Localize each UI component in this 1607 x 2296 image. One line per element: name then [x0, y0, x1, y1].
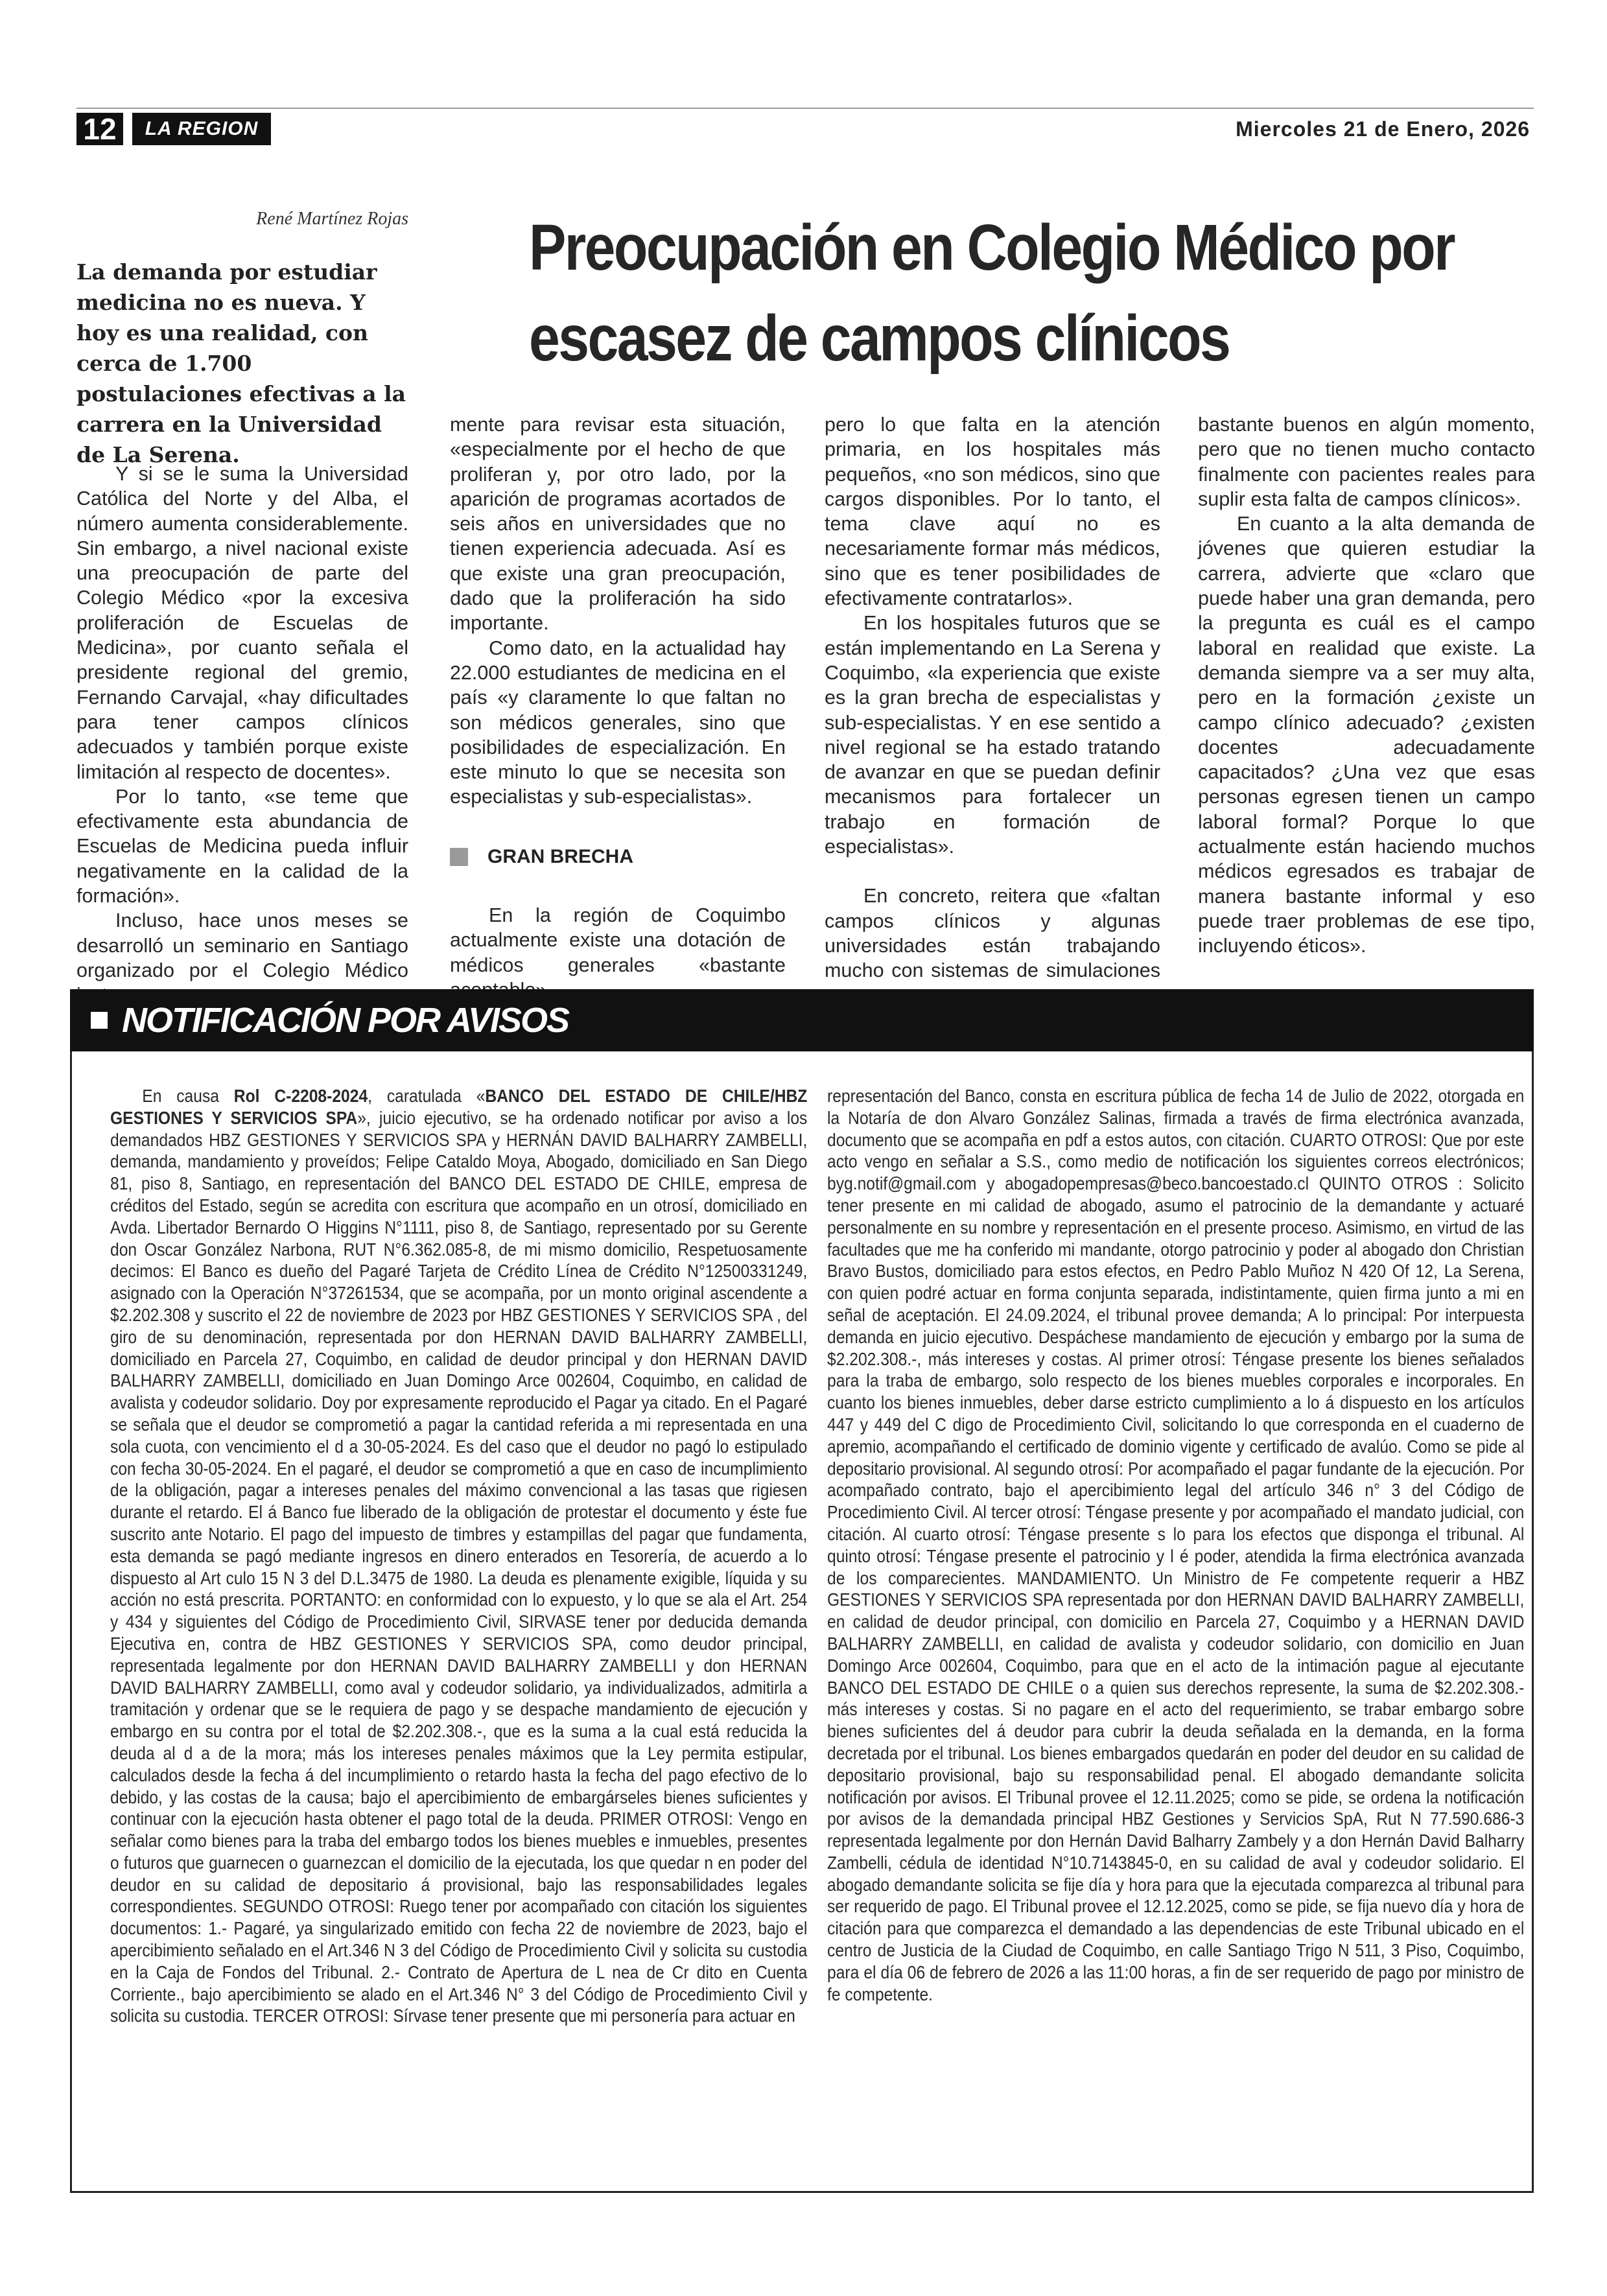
case-parties: BANCO DEL ESTADO DE CHILE/HBZ GESTIONES Y SERVICIOS SPA: [110, 1086, 808, 1128]
square-bullet-icon: [91, 1012, 108, 1029]
paragraph: En los hospitales futuros que se están implementando en La Serena y Coquimbo, «la experiencia que existe es la gran brecha de especialistas y sub-especialistas. Y en ese sentido a nivel regional se ha estado tratando de avanzar en que se puedan definir mecanismos para fortalecer un trabajo en formación de especialistas».: [825, 612, 1160, 858]
notice-intro: En causa: [142, 1086, 234, 1106]
article-headline: [529, 202, 1455, 384]
publication-logo: LA REGION: [132, 113, 271, 145]
paragraph: bastante buenos en algún momento, pero que no tienen mucho contacto finalmente con pacientes reales para suplir esta falta de campos clínicos».: [1198, 414, 1535, 510]
article-headline-text: Preocupación en Colegio Médico por escasez de campos clínicos: [529, 211, 1455, 375]
article-column-1: [76, 462, 408, 1008]
section-subhead: [450, 845, 786, 869]
header-rule: [76, 108, 1534, 109]
notice-body: », juicio ejecutivo, se ha ordenado notificar por aviso a los demandados HBZ GESTIONES Y SERVICIOS SPA y HERNÁN DAVID BALHARRY ZAMBELLI, demanda, mandamiento y proveídos; Felipe Cataldo Moya, Abogado, domiciliado en San Diego 81, piso 8, Santiago, en representación del BANCO DEL ESTADO DE CHILE, empresa de créditos del Estado, según se acredita con escritura que acompaño en un otrosí, domiciliado en Avda. Libertador Bernardo O Higgins N°1111, piso 8, de Santiago, representado por su Gerente don Oscar González Narbona, RUT N°6.362.085-8, de mi mismo domicilio, Respetuosamente decimos: El Banco es dueño del Pagaré Tarjeta de Crédito Línea de Crédito N°12500331249, asignado con la Operación N°37261534, que se acompaña, por un monto original ascendente a $2.202.308 y suscrito el 22 de noviembre de 2023 por HBZ GESTIONES Y SERVICIOS SPA , del giro de su denominación, representada por don HERNAN DAVID BALHARRY ZAMBELLI, domiciliado en Parcela 27, Coquimbo, en calidad de deudor principal y don HERNAN DAVID BALHARRY ZAMBELLI, domiciliado en Juan Domingo Arce 002604, Coquimbo, en calidad de avalista y codeudor solidario. Doy por expresamente reproducido el Pagar ya citado. En el Pagaré se señala que el deudor se comprometió a pagar la cantidad referida a mi representada en una sola cuota, con vencimiento el d a 30-05-2024. Es del caso que el deudor no pagó lo estipulado con fecha 30-05-2024. En el pagaré, el deudor se comprometió a que en caso de incumplimiento de la obligación, pagar a intereses penales del máximo convencional a las tasas que rigiesen durante el retardo. El á Banco fue liberado de la obligación de protestar el documento y éste fue suscrito ante Notario. El pago del impuesto de timbres y estampillas del pagar que fundamenta, esta demanda se pagó mediante ingresos en dinero enterados en Tesorería, de acuerdo a lo dispuesto al Art culo 15 N 3 del D.L.3475 de 1980. La deuda es plenamente exigible, líquida y su acción no está prescrita. PORTANTO: en conformidad con lo expuesto, y lo que se ala el Art. 254 y 434 y siguientes del Código de Procedimiento Civil, SIRVASE tener por deducida demanda Ejecutiva en, contra de HBZ GESTIONES Y SERVICIOS SPA, como deudor principal, representada legalmente por don HERNAN DAVID BALHARRY ZAMBELLI y don HERNAN DAVID BALHARRY ZAMBELLI, como aval y codeudor solidario, ya individualizados, admitirla a tramitación y ordenar que se le requiera de pago y se despache mandamiento de ejecución y embargo en su contra por el total de $2.202.308.-, que es la suma a la cual está reducida la deuda al d a de la mora; más los intereses penales máximos que la Ley permita estipular, calculados desde la fecha á del incumplimiento o retardo hasta la fecha del pago efectivo de lo debido, y las costas de la causa; bajo el apercibimiento de embargárseles bienes suficientes y continuar con la ejecución hasta obtener el pago total de la deuda. PRIMER OTROSI: Vengo en señalar como bienes para la traba del embargo todos los bienes muebles e inmuebles, presentes o futuros que guarnecen o guarnezcan el domicilio de la ejecutada, los que quedar n en poder del deudor en su calidad de depositario á provisional, bajo las responsabilidades legales correspondientes. SEGUNDO OTROSI: Ruego tener por acompañado con citación los siguientes documentos: 1.- Pagaré, ya singularizado emitido con fecha 22 de noviembre de 2023, bajo el apercibimiento señalado en el Art.346 N 3 del Código de Procedimiento Civil y solicita su custodia en la Caja de Fondos del Tribunal. 2.- Contrato de Apertura de L nea de Cr dito en Cuenta Corriente., bajo apercibimiento se alado en el Art.346 N° 3 del Código de Procedimiento Civil y solicita su custodia. TERCER OTROSI: Sírvase tener presente que mi personería para actuar en: [110, 1107, 808, 2026]
subhead-text: GRAN BRECHA: [487, 845, 633, 867]
notice-column-2: [827, 1085, 1524, 2005]
notice-title-text: NOTIFICACIÓN POR AVISOS: [122, 1001, 569, 1040]
paragraph: Y si se le suma la Universidad Católica del Norte y del Alba, el número aumenta considerablemente. Sin embargo, a nivel nacional existe una preocupación de parte del Colegio Médico «por la excesiva proliferación de Escuelas de Medicina», por cuanto señala el presidente regional del gremio, Fernando Carvajal, «hay dificultades para tener campos clínicos adecuados y también porque existe limitación al respecto de docentes».: [76, 463, 408, 783]
publication-date: Miercoles 21 de Enero, 2026: [1236, 117, 1530, 141]
paragraph: En concreto, reitera que «faltan campos clínicos y algunas universidades están trabajando mucho con sistemas de simulaciones: [825, 885, 1160, 982]
paragraph: Incluso, hace unos meses se desarrolló un seminario en Santiago organizado por el Colegio Médico: [76, 909, 408, 981]
article-column-2: [450, 412, 786, 1002]
notice-paragraph: representación del Banco, consta en escritura pública de fecha 14 de Julio de 2022, otorgada en la Notaría de don Alvaro González Salinas, firmada a través de firma electrónica avanzada, documento que se acompaña en pdf a estos autos, con citación. CUARTO OTROSI: Que por este acto vengo en señalar a S.S., como medio de notificación los siguientes correos electrónicos; byg.notif@gmail.com y abogadopempresas@beco.bancoestado.cl QUINTO OTROS : Solicito tener presente en mi calidad de abogado, asumo el patrocinio de la demandante y actuaré personalmente en su nombre y representación en el presente proceso. Asimismo, en virtud de las facultades que me ha conferido mi mandante, otorgo patrocinio y poder al abogado don Christian Bravo Bustos, domiciliado para estos efectos, en Pedro Pablo Muñoz N 420 Of 12, La Serena, con quien podré actuar en forma conjunta separada, indistintamente, quien firma junto a mi en señal de aceptación. El 24.09.2024, el tribunal provee demanda; A lo principal: Por interpuesta demanda en juicio ejecutivo. Despáchese mandamiento de ejecución y embargo por la suma de $2.202.308.-, más intereses y costas. Al primer otrosí: Téngase presente los bienes señalados para la traba de embargo, solo respecto de los bienes muebles corporales e incorporales. En cuanto los bienes inmuebles, deber darse estricto cumplimiento a lo á dispuesto en los artículos 447 y 449 del C digo de Procedimiento Civil, solicitando lo que corresponda en el cuaderno de apremio, acompañando el certificado de dominio vigente y certificado de avalúo. Como se pide al depositario provisional. Al segundo otrosí: Por acompañado el pagar fundante de la ejecución. Por acompañado contrato, bajo el apercibimiento legal del artículo 346 n° 3 del Código de Procedimiento Civil. Al tercer otrosí: Téngase presente y por acompañado el mandato judicial, con citación. Al cuarto otrosí: Téngase presente s lo para los efectos que disponga el tribunal. Al quinto otrosí: Téngase presente el patrocinio y l é poder, atendida la firma electrónica avanzada de los comparecientes. MANDAMIENTO. Un Ministro de Fe competente requerir a HBZ GESTIONES Y SERVICIOS SPA representada por don HERNAN DAVID BALHARRY ZAMBELLI, en calidad de deudor principal, con domicilio en Parcela 27, Coquimbo y a HERNAN DAVID BALHARRY ZAMBELLI, en calidad de avalista y codeudor solidario, con domicilio en Juan Domingo Arce 002604, Coquimbo, para que en el acto de la intimación pague al ejecutante BANCO DEL ESTADO DE CHILE o a quien sus derechos represente, la suma de $2.202.308.- más intereses y costas. Si no pagare en el acto del requerimiento, se trabar embargo sobre bienes suficientes del á deudor para cubrir la deuda señalada en la demanda, en la forma decretada por el tribunal. Los bienes embargados quedarán en poder del deudor en su calidad de depositario provisional, bajo su responsabilidad penal. El abogado demandante solicita notificación por avisos. El Tribunal provee el 12.11.2025; como se pide, se ordena la notificación por avisos de la demandada principal HBZ Gestiones y Servicios SpA, Rut N 77.590.686-3 representada legalmente por don Hernán David Balharry Zambely y a don Hernán David Balharry Zambelli, cédula de identidad N°10.7143845-0, en su calidad de aval y codeudor solidario. El abogado demandante solicita se fije día y hora para que la ejecutada comparezca al tribunal para ser requerido de pago. El Tribunal provee el 12.12.2025, como se pide, se fija nuevo día y hora de citación para que comparezca el demandado a las dependencias de este Tribunal ubicado en el centro de Justicia de la Ciudad de Coquimbo, en calle Santiago Trigo N 511, 3 Piso, Coquimbo, para el día 06 de febrero de 2026 a las 11:00 horas, a fin de ser requerido de pago por ministro de fe competente.: [827, 1086, 1525, 2004]
paragraph: pero lo que falta en la atención primaria, en los hospitales más pequeños, «no son médicos, sino que cargos disponibles. Por lo tanto, el tema clave aquí no es necesariamente formar más médicos, sino que es tener posibilidades de efectivamente contratarlos».: [825, 414, 1160, 610]
notice-column-1: [110, 1085, 807, 2027]
paragraph: Por lo tanto, «se teme que efectivamente esta abundancia de Escuelas de Medicina pueda influir negativamente en la calidad de la formación».: [76, 785, 408, 908]
paragraph: Como dato, en la actualidad hay 22.000 estudiantes de medicina en el país «y claramente lo que faltan no son médicos generales, sino que posibilidades de especialización. En este minuto lo que se necesita son especialistas y sub-especialistas».: [450, 637, 786, 808]
paragraph: En la región de Coquimbo actualmente existe una dotación de médicos generales «bastante: [450, 904, 786, 976]
notice-title: [91, 993, 869, 1048]
paragraph: mente para revisar esta situación, «especialmente por el hecho de que proliferan y, por otro lado, por la aparición de programas acortados de seis años en universidades que no tienen experiencia adecuada. Así es que existe una gran preocupación, dado que la proliferación ha sido importante.: [450, 414, 786, 635]
page-number: 12: [76, 113, 123, 145]
square-bullet-icon: [450, 848, 468, 866]
article-lead: La demanda por estudiar medicina no es nueva. Y hoy es una realidad, con cerca de 1.700 postulaciones efectivas a la carrera en la Universidad de La Serena.: [76, 259, 406, 467]
article-column-3: [825, 412, 1160, 1008]
notice-mid: , caratulada «: [368, 1086, 486, 1106]
article-author: René Martínez Rojas: [256, 209, 408, 229]
article-column-4: [1198, 412, 1535, 959]
notice-paragraph: [110, 1085, 807, 2027]
paragraph: En cuanto a la alta demanda de jóvenes que quieren estudiar la carrera, advierte que «claro que puede haber una gran demanda, pero la pregunta es cuál es el campo laboral en realidad que existe. La demanda siempre va a ser muy alta, pero en la formación ¿existe un campo clínico adecuado? ¿existen docentes adecuadamente capacitados? ¿Una vez que esas personas egresen tienen un campo laboral formal? Porque lo que actualmente están haciendo muchos médicos egresados es trabajar de manera bastante informal y eso puede traer problemas de ese tipo, incluyendo éticos».: [1198, 513, 1535, 957]
case-number: Rol C-2208-2024: [233, 1086, 368, 1106]
